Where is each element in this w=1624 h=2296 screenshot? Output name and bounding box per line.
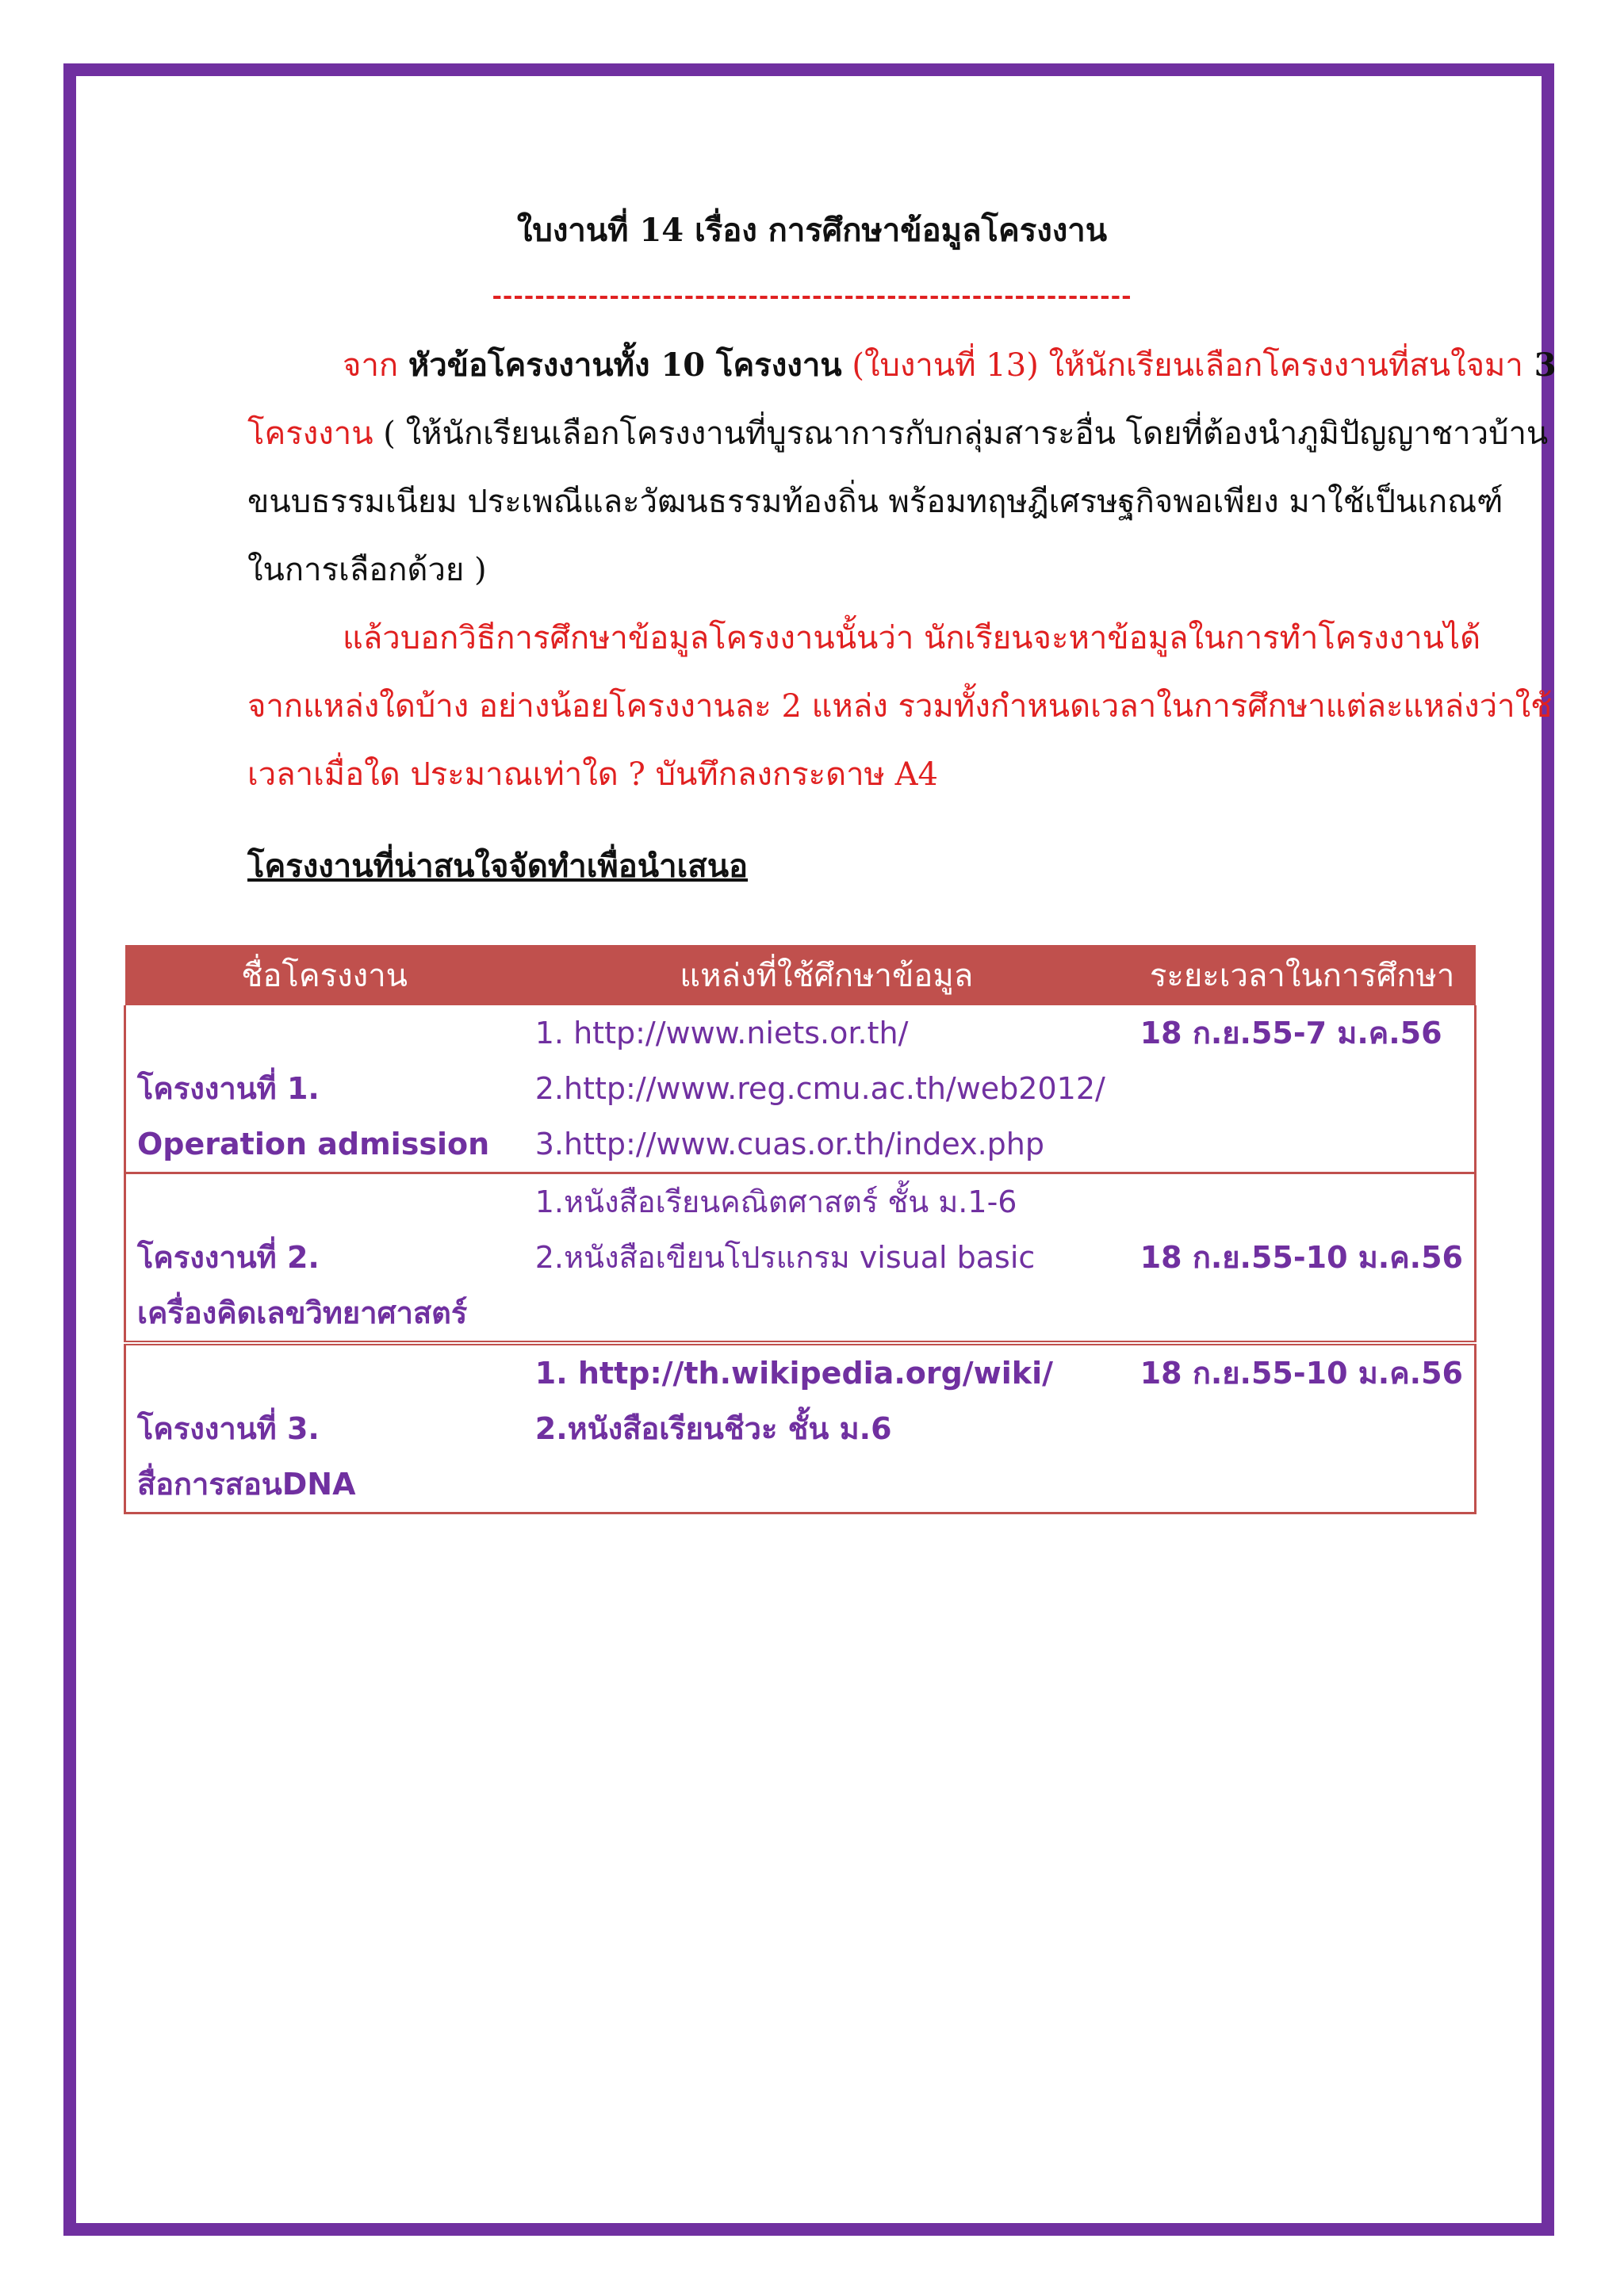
duration-value: 18 ก.ย.55-7 ม.ค.56 — [1139, 1016, 1442, 1050]
project-name-cell — [125, 1005, 524, 1173]
header-project-name: ชื่อโครงงาน — [125, 945, 524, 1005]
project-number: โครงงานที่ 3. — [137, 1411, 320, 1446]
text-integration: ( ให้นักเรียนเลือกโครงงานที่บูรณาการกับกลุ่มสาระอื่น โดยที่ต้องนำภูมิปัญญาชาวบ้าน — [373, 415, 1549, 452]
paragraph-1-line-2 — [247, 400, 1549, 468]
paragraph-1-line-3: ขนบธรรมเนียม ประเพณีและวัฒนธรรมท้องถิ่น พร้อมทฤษฎีเศรษฐกิจพอเพียง มาใช้เป็นเกณฑ์ — [247, 484, 1503, 520]
source-item: 3.http://www.cuas.or.th/index.php — [534, 1127, 1045, 1161]
table-header-row — [125, 945, 1476, 1005]
project-name-cell — [125, 1343, 524, 1513]
paragraph-1-line-4: ในการเลือกด้วย ) — [247, 552, 487, 588]
source-item: 1.หนังสือเรียนคณิตศาสตร์ ชั้น ม.1-6 — [534, 1184, 1017, 1219]
instruction-paragraph-1 — [247, 331, 1557, 604]
text-worksheet-ref: (ใบงานที่ 13) ให้นักเรียนเลือกโครงงานที่สนใจมา — [841, 347, 1523, 384]
project-title: Operation admission — [137, 1127, 490, 1161]
text-project-word: โครงงาน — [247, 415, 373, 452]
paragraph-2-line-3: เวลาเมื่อใด ประมาณเท่าใด ? บันทึกลงกระดาษ A4 — [247, 756, 938, 793]
project-name-cell — [125, 1173, 524, 1344]
sources-cell — [524, 1343, 1129, 1513]
source-item: 1. http://www.niets.or.th/ — [534, 1016, 909, 1050]
header-duration: ระยะเวลาในการศึกษา — [1129, 945, 1476, 1005]
duration-cell — [1129, 1173, 1476, 1344]
dashed-divider: ------------------------------------------------------------ — [492, 282, 1132, 310]
source-item: 1. http://th.wikipedia.org/wiki/ — [534, 1356, 1053, 1391]
text-project-topics: หัวข้อโครงงานทั้ง 10 โครงงาน — [408, 346, 842, 384]
project-number: โครงงานที่ 1. — [137, 1071, 320, 1106]
source-item: 2.http://www.reg.cmu.ac.th/web2012/ — [534, 1071, 1105, 1106]
project-title: สื่อการสอนDNA — [137, 1467, 356, 1502]
table-row — [125, 1173, 1476, 1344]
sources-cell — [524, 1173, 1129, 1344]
duration-cell — [1129, 1343, 1476, 1513]
duration-cell — [1129, 1005, 1476, 1173]
projects-table — [124, 945, 1477, 1514]
project-title: เครื่องคิดเลขวิทยาศาสตร์ — [137, 1295, 468, 1330]
paragraph-2-line-1: แล้วบอกวิธีการศึกษาข้อมูลโครงงานนั้นว่า นักเรียนจะหาข้อมูลในการทำโครงงานได้ — [343, 620, 1481, 656]
project-number: โครงงานที่ 2. — [137, 1240, 320, 1275]
sources-cell — [524, 1005, 1129, 1173]
paragraph-2-line-2: จากแหล่งใดบ้าง อย่างน้อยโครงงานละ 2 แหล่ง รวมทั้งกำหนดเวลาในการศึกษาแต่ละแหล่งว่าใช้ — [247, 688, 1553, 725]
duration-value: 18 ก.ย.55-10 ม.ค.56 — [1139, 1356, 1463, 1391]
source-item: 2.หนังสือเขียนโปรแกรม visual basic — [534, 1240, 1036, 1275]
instruction-paragraph-2 — [247, 604, 1553, 809]
paragraph-1-line-1 — [247, 331, 1557, 400]
table-row — [125, 1005, 1476, 1173]
duration-value: 18 ก.ย.55-10 ม.ค.56 — [1139, 1240, 1463, 1275]
text-from: จาก — [343, 347, 408, 384]
table-row — [125, 1343, 1476, 1513]
worksheet-title: ใบงานที่ 14 เรื่อง การศึกษาข้อมูลโครงงาน — [516, 212, 1108, 249]
text-count: 3 — [1522, 346, 1557, 384]
section-subheading: โครงงานที่น่าสนใจจัดทำเพื่อนำเสนอ — [247, 848, 749, 885]
header-sources: แหล่งที่ใช้ศึกษาข้อมูล — [524, 945, 1129, 1005]
source-item: 2.หนังสือเรียนชีวะ ชั้น ม.6 — [534, 1411, 892, 1446]
